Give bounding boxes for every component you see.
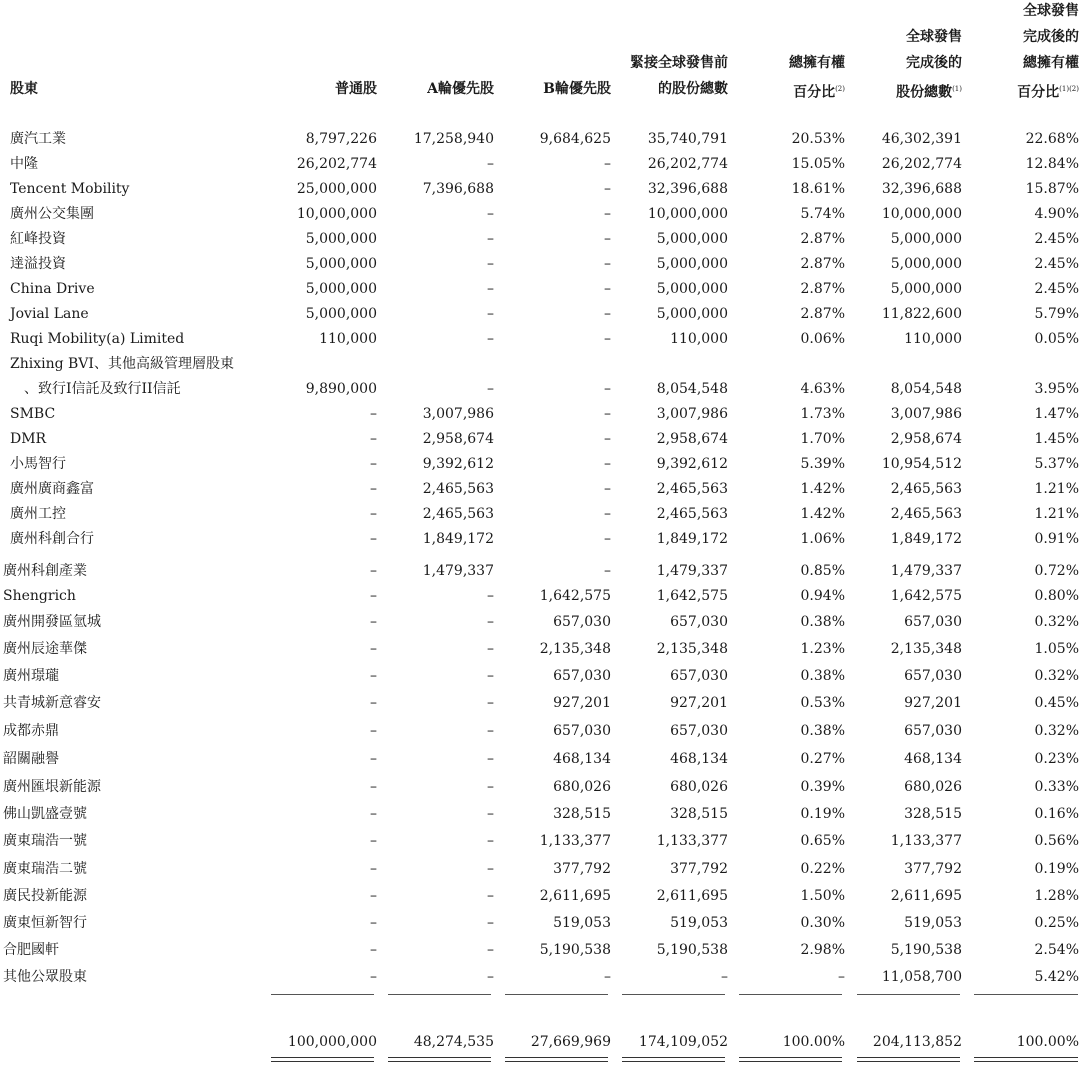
ordinary-shares-cell: – [370,614,377,630]
shareholder-name: 其他公眾股東 [3,969,87,985]
series-b-cell: 1,133,377 [539,833,611,849]
pct-before-cell: 0.39% [800,779,845,795]
series-b-cell: 657,030 [553,723,611,739]
total-after-cell: 2,135,348 [890,641,962,657]
shareholder-name: 小馬智行 [10,456,66,472]
total-after-cell: 657,030 [904,614,962,630]
shareholder-name: 廣州工控 [10,506,66,522]
pct-after-cell: 1.21% [1034,481,1079,497]
subtotal-rule [505,994,608,995]
ordinary-shares-cell: – [370,915,377,931]
series-b-cell: – [604,481,611,497]
pct-after-cell: 3.95% [1034,381,1079,397]
pct-after-cell: 0.56% [1034,833,1079,849]
total-after-cell: 26,202,774 [881,156,962,172]
series-b-cell: – [604,156,611,172]
subtotal-rule [271,994,374,995]
shareholder-name: Tencent Mobility [10,181,130,197]
pct-before-cell: 4.63% [800,381,845,397]
shareholder-name: 中隆 [10,156,38,172]
pct-after-cell: 5.79% [1034,306,1079,322]
series-b-cell: – [604,406,611,422]
pct-after-cell: 2.45% [1034,281,1079,297]
ordinary-shares-cell: – [370,779,377,795]
series-b-cell: – [604,531,611,547]
total-after-cell: 377,792 [904,861,962,877]
total-double-rule [505,1057,608,1062]
pct-before-cell: 1.06% [800,531,845,547]
total-double-rule [271,1057,374,1062]
pct-after-cell: 2.45% [1034,256,1079,272]
total-after-cell: 5,000,000 [890,281,962,297]
total-before-cell: 10,000,000 [647,206,728,222]
pct-after-cell: 0.32% [1034,723,1079,739]
total-before-cell: 1,642,575 [656,588,728,604]
shareholder-name: 廣東瑞浩一號 [3,833,87,849]
total-after-cell: 11,058,700 [881,969,962,985]
subtotal-rule [857,994,960,995]
ordinary-shares-cell: – [370,942,377,958]
shareholder-name: 達溢投資 [10,256,66,272]
series-a-cell: – [487,915,494,931]
series-b-cell: 657,030 [553,614,611,630]
pct-after-cell: 1.47% [1034,406,1079,422]
total-after-cell: 2,465,563 [890,481,962,497]
series-b-cell: – [604,231,611,247]
pct-after-cell: 15.87% [1025,181,1079,197]
ordinary-shares-cell: – [370,695,377,711]
total-series-b-cell: 27,669,969 [530,1034,611,1050]
total-before-cell: – [721,969,728,985]
shareholder-name: 韶關融譽 [3,751,59,767]
ordinary-shares-cell: – [370,751,377,767]
total-before-cell: 657,030 [670,614,728,630]
total-before-cell: 680,026 [670,779,728,795]
pct-after-cell: 0.33% [1034,779,1079,795]
pct-before-cell: 20.53% [791,131,845,147]
ordinary-shares-cell: 9,890,000 [305,381,377,397]
total-before-cell: 5,000,000 [656,256,728,272]
pct-before-cell: 1.70% [800,431,845,447]
series-b-cell: – [604,506,611,522]
pct-before-cell: 2.87% [800,306,845,322]
series-a-cell: – [487,942,494,958]
pct-after-cell: 0.19% [1034,861,1079,877]
pct-before-cell: 0.38% [800,668,845,684]
series-b-cell: – [604,331,611,347]
series-a-cell: – [487,751,494,767]
total-ordinary-shares-cell: 100,000,000 [287,1034,377,1050]
series-a-cell: – [487,206,494,222]
pct-after-cell: 2.45% [1034,231,1079,247]
series-a-cell: – [487,156,494,172]
shareholder-name: 廣州科創產業 [3,563,87,579]
total-before-cell: 2,465,563 [656,506,728,522]
shareholder-name: China Drive [10,281,95,297]
pct-after-cell: 5.37% [1034,456,1079,472]
total-before-cell: 468,134 [670,751,728,767]
shareholder-name: 廣州廣商鑫富 [10,481,94,497]
shareholder-name: 廣東恒新智行 [3,915,87,931]
pct-before-cell: 0.30% [800,915,845,931]
total-total-before-cell: 174,109,052 [638,1034,728,1050]
pct-before-cell: 0.85% [800,563,845,579]
shareholder-name: 紅峰投資 [10,231,66,247]
total-before-cell: 377,792 [670,861,728,877]
total-before-cell: 2,465,563 [656,481,728,497]
total-total-after-cell: 204,113,852 [872,1034,962,1050]
ordinary-shares-cell: – [370,806,377,822]
ordinary-shares-cell: – [370,888,377,904]
series-b-cell: – [604,431,611,447]
total-before-cell: 5,000,000 [656,306,728,322]
total-after-cell: 1,849,172 [890,531,962,547]
series-a-cell: – [487,281,494,297]
pct-after-cell: 2.54% [1034,942,1079,958]
total-before-cell: 657,030 [670,668,728,684]
series-a-cell: – [487,806,494,822]
total-before-cell: 2,135,348 [656,641,728,657]
ordinary-shares-cell: – [370,723,377,739]
series-a-cell: – [487,306,494,322]
shareholder-name: DMR [10,431,47,447]
series-a-cell: – [487,641,494,657]
shareholder-name: 廣東瑞浩二號 [3,861,87,877]
ordinary-shares-cell: 5,000,000 [305,256,377,272]
header-pct-after-line3: 總擁有權 [1023,55,1079,71]
total-after-cell: 11,822,600 [881,306,962,322]
pct-before-cell: 1.42% [800,506,845,522]
total-double-rule [857,1057,960,1062]
ordinary-shares-cell: – [370,506,377,522]
shareholder-name: 廣州匯垠新能源 [3,779,101,795]
header-total-before-line1: 緊接全球發售前 [630,55,728,71]
header-total-after-line1: 全球發售 [906,29,962,45]
header-ordinary-shares: 普通股 [335,81,377,97]
header-pct-after-line2: 完成後的 [1023,29,1079,45]
total-before-cell: 927,201 [670,695,728,711]
total-after-cell: 10,954,512 [881,456,962,472]
total-after-cell: 10,000,000 [881,206,962,222]
pct-before-cell: 1.42% [800,481,845,497]
pct-before-cell: 18.61% [791,181,845,197]
pct-before-cell: 2.87% [800,231,845,247]
total-after-cell: 680,026 [904,779,962,795]
pct-before-cell: 5.74% [800,206,845,222]
ordinary-shares-cell: – [370,641,377,657]
total-after-cell: 3,007,986 [890,406,962,422]
pct-before-cell: 0.53% [800,695,845,711]
series-a-cell: – [487,256,494,272]
pct-before-cell: 0.22% [800,861,845,877]
pct-after-cell: 0.16% [1034,806,1079,822]
ordinary-shares-cell: – [370,833,377,849]
total-before-cell: 1,849,172 [656,531,728,547]
total-double-rule [622,1057,725,1062]
series-b-cell: 657,030 [553,668,611,684]
pct-after-cell: 0.05% [1034,331,1079,347]
total-before-cell: 2,958,674 [656,431,728,447]
total-after-cell: 5,190,538 [890,942,962,958]
series-a-cell: – [487,723,494,739]
shareholder-name: 共青城新意睿安 [3,695,101,711]
total-after-cell: 46,302,391 [881,131,962,147]
pct-after-cell: 0.32% [1034,668,1079,684]
ordinary-shares-cell: – [370,563,377,579]
shareholder-name-continued: 、致行I信託及致行II信託 [24,381,181,397]
total-before-cell: 9,392,612 [656,456,728,472]
series-b-cell: – [604,181,611,197]
pct-after-cell: 5.42% [1034,969,1079,985]
series-a-cell: 1,479,337 [422,563,494,579]
total-after-cell: 657,030 [904,668,962,684]
series-b-cell: – [604,206,611,222]
total-before-cell: 2,611,695 [656,888,728,904]
pct-before-cell: 1.73% [800,406,845,422]
total-after-cell: 110,000 [904,331,962,347]
ordinary-shares-cell: – [370,969,377,985]
total-after-cell: 2,958,674 [890,431,962,447]
header-pct-after-line4: 百分比$^{(1)(2)}$ [1017,84,1079,101]
total-after-cell: 5,000,000 [890,231,962,247]
pct-after-cell: 0.32% [1034,614,1079,630]
pct-before-cell: 1.23% [800,641,845,657]
series-b-cell: – [604,281,611,297]
series-b-cell: 5,190,538 [539,942,611,958]
pct-after-cell: 0.25% [1034,915,1079,931]
shareholder-name: 廣州辰途華傑 [3,641,87,657]
pct-after-cell: 12.84% [1025,156,1079,172]
ordinary-shares-cell: – [370,431,377,447]
subtotal-rule [622,994,725,995]
ordinary-shares-cell: – [370,406,377,422]
series-a-cell: – [487,833,494,849]
pct-before-cell: 0.38% [800,614,845,630]
total-after-cell: 519,053 [904,915,962,931]
ordinary-shares-cell: 5,000,000 [305,306,377,322]
header-shareholder: 股東 [10,81,38,97]
total-before-cell: 657,030 [670,723,728,739]
series-a-cell: 17,258,940 [413,131,494,147]
series-a-cell: 1,849,172 [422,531,494,547]
ordinary-shares-cell: – [370,456,377,472]
total-before-cell: 5,190,538 [656,942,728,958]
series-a-cell: 2,465,563 [422,481,494,497]
total-before-cell: 328,515 [670,806,728,822]
series-b-cell: 680,026 [553,779,611,795]
pct-before-cell: 2.98% [800,942,845,958]
pct-after-cell: 1.21% [1034,506,1079,522]
total-before-cell: 5,000,000 [656,231,728,247]
series-b-cell: – [604,969,611,985]
shareholder-name: 廣州開發區氫城 [3,614,101,630]
pct-after-cell: 0.45% [1034,695,1079,711]
header-series-a-preferred: A輪優先股 [427,81,494,97]
total-before-cell: 110,000 [670,331,728,347]
series-a-cell: – [487,381,494,397]
series-b-cell: 9,684,625 [539,131,611,147]
total-after-cell: 8,054,548 [890,381,962,397]
total-before-cell: 5,000,000 [656,281,728,297]
pct-before-cell: 2.87% [800,256,845,272]
shareholder-name: 廣州璟瓏 [3,668,59,684]
series-a-cell: 3,007,986 [422,406,494,422]
series-a-cell: 7,396,688 [422,181,494,197]
series-a-cell: – [487,695,494,711]
total-after-cell: 2,465,563 [890,506,962,522]
header-series-b-preferred: B輪優先股 [543,81,611,97]
series-b-cell: 2,135,348 [539,641,611,657]
total-after-cell: 5,000,000 [890,256,962,272]
ordinary-shares-cell: – [370,861,377,877]
pct-after-cell: 22.68% [1025,131,1079,147]
shareholder-name: 廣州科創合行 [10,531,94,547]
series-b-cell: 1,642,575 [539,588,611,604]
series-a-cell: – [487,588,494,604]
shareholder-name: 佛山凱盛壹號 [3,806,87,822]
series-b-cell: – [604,306,611,322]
series-b-cell: 377,792 [553,861,611,877]
ordinary-shares-cell: 25,000,000 [296,181,377,197]
pct-before-cell: 15.05% [791,156,845,172]
pct-after-cell: 0.91% [1034,531,1079,547]
total-before-cell: 3,007,986 [656,406,728,422]
total-double-rule [739,1057,842,1062]
pct-before-cell: 1.50% [800,888,845,904]
shareholder-name: SMBC [10,406,56,422]
total-after-cell: 468,134 [904,751,962,767]
header-pct-before-line1: 總擁有權 [789,55,845,71]
series-b-cell: – [604,381,611,397]
pct-after-cell: 1.45% [1034,431,1079,447]
shareholder-name: Ruqi Mobility(a) Limited [10,331,185,347]
ordinary-shares-cell: 8,797,226 [305,131,377,147]
pct-after-cell: 4.90% [1034,206,1079,222]
ordinary-shares-cell: – [370,531,377,547]
pct-before-cell: – [838,969,845,985]
total-before-cell: 1,479,337 [656,563,728,579]
total-series-a-cell: 48,274,535 [413,1034,494,1050]
total-after-cell: 32,396,688 [881,181,962,197]
shareholder-name: Zhixing BVI、其他高級管理層股東 [10,356,234,372]
total-before-cell: 35,740,791 [647,131,728,147]
series-a-cell: – [487,231,494,247]
total-before-cell: 32,396,688 [647,181,728,197]
series-b-cell: – [604,256,611,272]
total-after-cell: 1,642,575 [890,588,962,604]
series-a-cell: – [487,969,494,985]
total-after-cell: 2,611,695 [890,888,962,904]
pct-after-cell: 0.72% [1034,563,1079,579]
series-a-cell: 2,465,563 [422,506,494,522]
total-after-cell: 927,201 [904,695,962,711]
shareholder-name: Jovial Lane [10,306,89,322]
header-total-after-line3: 股份總數$^{(1)}$ [896,84,962,101]
series-a-cell: – [487,614,494,630]
total-before-cell: 26,202,774 [647,156,728,172]
shareholder-name: Shengrich [3,588,76,604]
series-a-cell: – [487,779,494,795]
series-a-cell: – [487,331,494,347]
ordinary-shares-cell: 26,202,774 [296,156,377,172]
total-pct-after-cell: 100.00% [1016,1034,1079,1050]
total-after-cell: 1,133,377 [890,833,962,849]
series-b-cell: 468,134 [553,751,611,767]
ordinary-shares-cell: – [370,588,377,604]
shareholder-name: 合肥國軒 [3,942,59,958]
total-pct-before-cell: 100.00% [782,1034,845,1050]
ordinary-shares-cell: – [370,668,377,684]
series-a-cell: 9,392,612 [422,456,494,472]
pct-before-cell: 5.39% [800,456,845,472]
series-a-cell: – [487,888,494,904]
total-after-cell: 1,479,337 [890,563,962,579]
series-a-cell: – [487,668,494,684]
series-b-cell: 328,515 [553,806,611,822]
series-b-cell: – [604,563,611,579]
total-double-rule [974,1057,1078,1062]
pct-before-cell: 0.06% [800,331,845,347]
pct-after-cell: 0.80% [1034,588,1079,604]
series-b-cell: – [604,456,611,472]
pct-before-cell: 2.87% [800,281,845,297]
pct-after-cell: 0.23% [1034,751,1079,767]
pct-before-cell: 0.65% [800,833,845,849]
series-b-cell: 519,053 [553,915,611,931]
ordinary-shares-cell: 10,000,000 [296,206,377,222]
series-a-cell: 2,958,674 [422,431,494,447]
header-total-after-line2: 完成後的 [906,55,962,71]
pct-before-cell: 0.38% [800,723,845,739]
pct-before-cell: 0.27% [800,751,845,767]
shareholder-name: 廣州公交集團 [10,206,94,222]
total-after-cell: 328,515 [904,806,962,822]
series-a-cell: – [487,861,494,877]
total-after-cell: 657,030 [904,723,962,739]
header-pct-after-line1: 全球發售 [1023,3,1079,19]
total-before-cell: 8,054,548 [656,381,728,397]
shareholder-name: 廣民投新能源 [3,888,87,904]
subtotal-rule [739,994,842,995]
pct-after-cell: 1.28% [1034,888,1079,904]
series-b-cell: 927,201 [553,695,611,711]
total-before-cell: 1,133,377 [656,833,728,849]
ordinary-shares-cell: 5,000,000 [305,231,377,247]
shareholder-name: 廣汽工業 [10,131,66,147]
ordinary-shares-cell: – [370,481,377,497]
pct-after-cell: 1.05% [1034,641,1079,657]
shareholder-name: 成都赤鼎 [3,723,59,739]
total-before-cell: 519,053 [670,915,728,931]
total-double-rule [388,1057,491,1062]
header-total-before-line2: 的股份總數 [658,81,728,97]
series-b-cell: 2,611,695 [539,888,611,904]
subtotal-rule [388,994,491,995]
pct-before-cell: 0.19% [800,806,845,822]
pct-before-cell: 0.94% [800,588,845,604]
ordinary-shares-cell: 110,000 [319,331,377,347]
header-pct-before-line2: 百分比$^{(2)}$ [793,84,845,101]
ordinary-shares-cell: 5,000,000 [305,281,377,297]
subtotal-rule [974,994,1078,995]
